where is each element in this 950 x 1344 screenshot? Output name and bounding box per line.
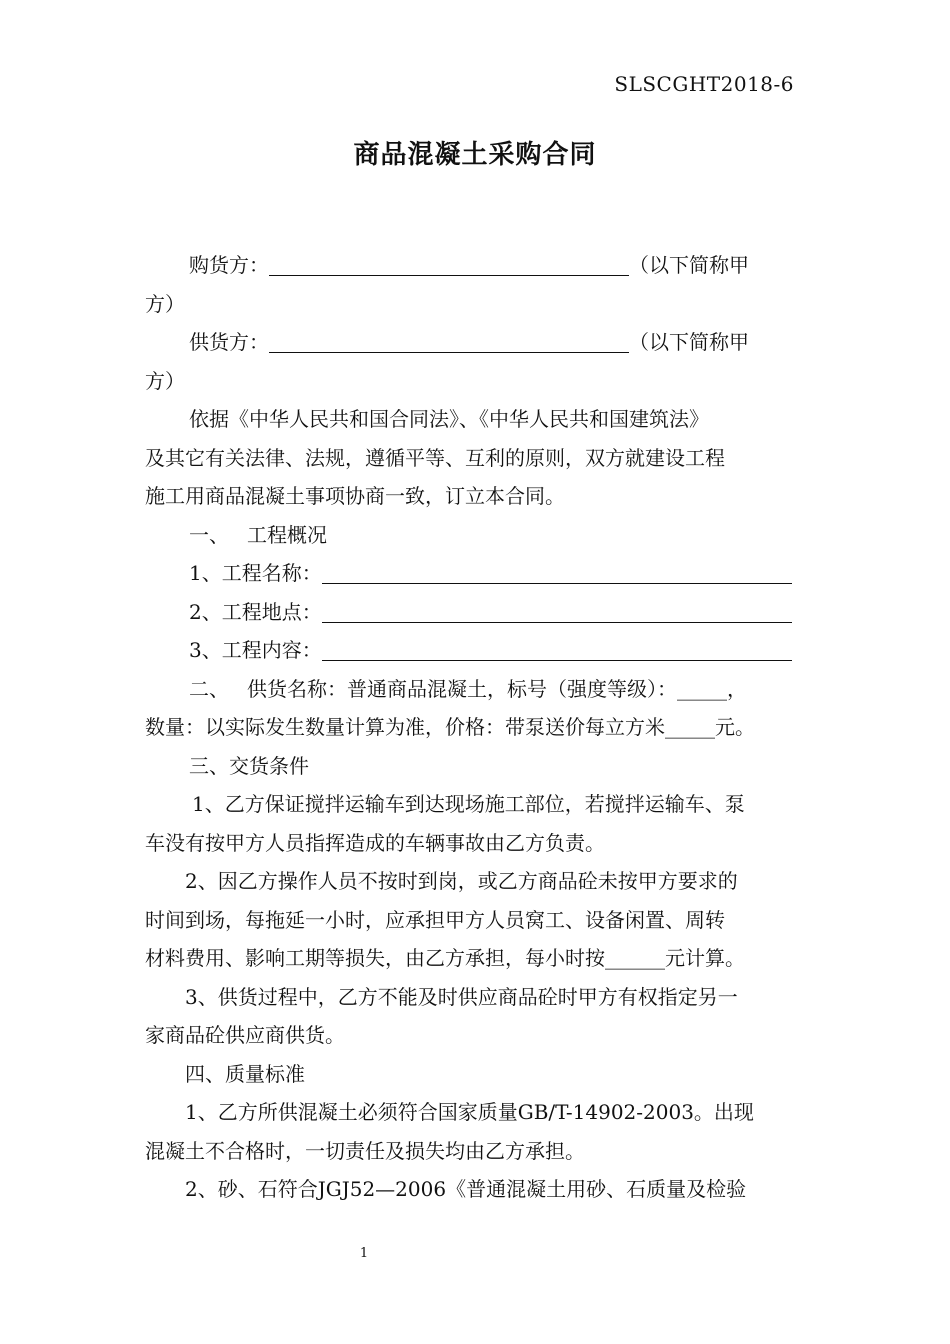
basis-line-3: 施工用商品混凝土事项协商一致，订立本合同。 — [145, 484, 565, 508]
supplier-blank[interactable] — [269, 326, 629, 353]
supplier-cont: 方） — [145, 368, 185, 393]
contract-body — [145, 246, 825, 1209]
page-number: 1 — [359, 1246, 369, 1261]
supplier-label: 供货方： — [189, 330, 269, 354]
quality-2a: 2、砂、石符合JGJ52—2006《普通混凝土用砂、石质量及检验 — [185, 1177, 747, 1201]
section-2-number: 二、 — [189, 676, 229, 701]
project-place-label: 2、工程地点： — [189, 599, 322, 624]
buyer-label: 购货方： — [189, 253, 269, 277]
section-1-title: 工程概况 — [247, 522, 327, 547]
delivery-2c: 材料费用、影响工期等损失，由乙方承担，每小时按______元计算。 — [145, 946, 745, 970]
delivery-3a: 3、供货过程中，乙方不能及时供应商品砼时甲方有权指定另一 — [185, 984, 738, 1009]
delivery-3b: 家商品砼供应商供货。 — [145, 1023, 345, 1047]
delivery-1a: 1、乙方保证搅拌运输车到达现场施工部位，若搅拌运输车、泵 — [192, 792, 745, 816]
project-content-blank[interactable] — [322, 634, 792, 661]
buyer-line — [145, 246, 825, 285]
basis-line-2: 及其它有关法律、法规，遵循平等、互利的原则，双方就建设工程 — [145, 445, 725, 470]
section-1-heading — [145, 516, 825, 555]
supplier-suffix: （以下简称甲 — [629, 330, 749, 354]
project-name-label: 1、工程名称： — [189, 561, 322, 585]
delivery-2b: 时间到场，每拖延一小时，应承担甲方人员窝工、设备闲置、周转 — [145, 907, 725, 932]
project-content-line — [145, 631, 825, 670]
quality-1b: 混凝土不合格时，一切责任及损失均由乙方承担。 — [145, 1138, 585, 1163]
buyer-suffix: （以下简称甲 — [629, 253, 749, 277]
delivery-2a: 2、因乙方操作人员不按时到岗，或乙方商品砼未按甲方要求的 — [185, 869, 738, 893]
basis-line-1: 依据《中华人民共和国合同法》、《中华人民共和国建筑法》 — [189, 407, 709, 431]
section-3-heading: 三、交货条件 — [189, 753, 309, 778]
section-2-line — [145, 670, 825, 709]
project-name-blank[interactable] — [322, 557, 792, 584]
section-1-number: 一、 — [189, 522, 229, 547]
contract-code: SLSCGHT2018-6 — [614, 72, 794, 96]
delivery-1b: 车没有按甲方人员指挥造成的车辆事故由乙方负责。 — [145, 830, 605, 855]
buyer-blank[interactable] — [269, 249, 629, 276]
project-content-label: 3、工程内容： — [189, 638, 322, 662]
quality-1a: 1、乙方所供混凝土必须符合国家质量GB/T-14902-2003。出现 — [185, 1100, 754, 1124]
project-place-blank[interactable] — [322, 596, 792, 623]
document-title: 商品混凝土采购合同 — [353, 140, 597, 170]
buyer-cont: 方） — [145, 291, 185, 316]
project-place-line — [145, 593, 825, 632]
section-2-cont: 数量：以实际发生数量计算为准，价格：带泵送价每立方米_____元。 — [145, 715, 755, 739]
supplier-line — [145, 323, 825, 362]
project-name-line — [145, 554, 825, 593]
section-2-text: 供货名称：普通商品混凝土，标号（强度等级）：_____， — [247, 676, 747, 701]
section-4-heading: 四、质量标准 — [185, 1061, 305, 1086]
